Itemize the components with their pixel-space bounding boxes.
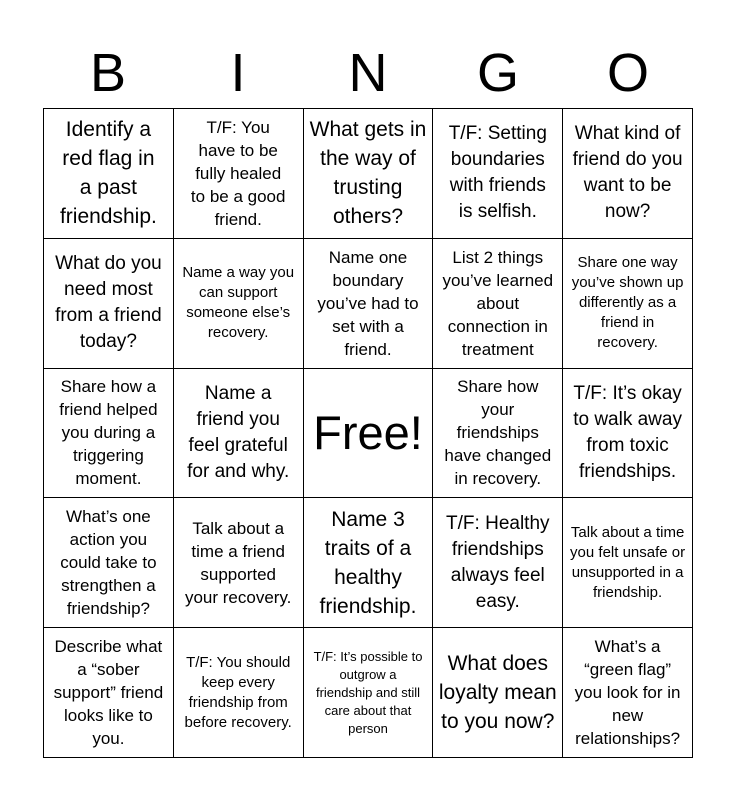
- header-letter-o: O: [606, 43, 649, 103]
- bingo-cell[interactable]: [174, 498, 304, 628]
- bingo-cell[interactable]: [174, 369, 304, 499]
- bingo-cell[interactable]: [433, 498, 563, 628]
- bingo-cell[interactable]: [304, 109, 434, 239]
- bingo-cell[interactable]: [563, 239, 693, 369]
- bingo-cell-text: T/F: Setting boundaries with friends is selfish.: [448, 123, 547, 223]
- bingo-cell-text: List 2 things you’ve learned about connection in treatment: [442, 247, 554, 359]
- bingo-cell-text: Name one boundary you’ve had to set with a friend.: [317, 247, 419, 359]
- bingo-cell-text: Name a friend you feel grateful for and why.: [187, 382, 290, 482]
- bingo-cell[interactable]: [433, 109, 563, 239]
- bingo-cell[interactable]: [433, 239, 563, 369]
- bingo-cell-text: Describe what a “sober support” friend looks like to you.: [53, 637, 164, 749]
- bingo-cell-text: Name 3 traits of a healthy friendship.: [319, 507, 417, 618]
- bingo-cell-text: Share how your friendships have changed in recovery.: [444, 377, 552, 489]
- bingo-cell[interactable]: [563, 628, 693, 758]
- bingo-cell-text: Share one way you’ve shown up differently as a friend in recovery.: [571, 254, 684, 352]
- bingo-cell-text: Talk about a time a friend supported your recovery.: [184, 518, 292, 607]
- bingo-cell[interactable]: [563, 498, 693, 628]
- header-letter-n: N: [348, 43, 388, 103]
- header-letter-b: B: [89, 43, 127, 103]
- bingo-cell[interactable]: [304, 239, 434, 369]
- bingo-cell-text: Identify a red flag in a past friendship.: [59, 118, 157, 229]
- bingo-cell[interactable]: [563, 369, 693, 499]
- header-letter-i: I: [230, 43, 246, 103]
- bingo-header: [43, 38, 693, 108]
- bingo-cell-text: T/F: It’s okay to walk away from toxic friendships.: [573, 382, 682, 482]
- bingo-cell-text: What does loyalty mean to you now?: [438, 652, 557, 734]
- bingo-cell[interactable]: [44, 628, 174, 758]
- bingo-cell[interactable]: [433, 628, 563, 758]
- bingo-cell[interactable]: [563, 109, 693, 239]
- bingo-cell[interactable]: [304, 628, 434, 758]
- bingo-cell-text: What do you need most from a friend today?: [55, 253, 162, 353]
- bingo-cell[interactable]: [44, 498, 174, 628]
- free-space-cell[interactable]: [304, 369, 434, 499]
- bingo-cell[interactable]: [174, 628, 304, 758]
- free-space-text: Free!: [313, 406, 423, 460]
- bingo-cell-text: T/F: You should keep every friendship from before recovery.: [184, 653, 292, 731]
- bingo-cell-text: What’s one action you could take to strengthen a friendship?: [60, 507, 157, 619]
- bingo-cell[interactable]: [174, 109, 304, 239]
- bingo-cell-text: What gets in the way of trusting others?: [309, 118, 427, 229]
- bingo-cell-text: What’s a “green flag” you look for in new relationships?: [574, 637, 681, 749]
- bingo-cell[interactable]: [44, 369, 174, 499]
- bingo-cell-text: T/F: You have to be fully healed to be a good friend.: [190, 117, 286, 229]
- bingo-cell-text: Name a way you can support someone else’s recovery.: [182, 264, 295, 342]
- bingo-cell-text: T/F: Healthy friendships always feel easy.: [446, 512, 550, 612]
- header-letter-g: G: [476, 43, 519, 103]
- bingo-cell[interactable]: [44, 239, 174, 369]
- bingo-cell-text: What kind of friend do you want to be now?: [572, 123, 683, 223]
- bingo-cell-text: Share how a friend helped you during a triggering moment.: [59, 377, 158, 489]
- bingo-cell[interactable]: [174, 239, 304, 369]
- bingo-cell-text: Talk about a time you felt unsafe or unsupported in a friendship.: [570, 523, 686, 601]
- bingo-cell[interactable]: [433, 369, 563, 499]
- bingo-cell-text: T/F: It’s possible to outgrow a friendship and still care about that person: [313, 648, 423, 736]
- bingo-cell[interactable]: [304, 498, 434, 628]
- bingo-cell[interactable]: [44, 109, 174, 239]
- bingo-board: [43, 108, 693, 758]
